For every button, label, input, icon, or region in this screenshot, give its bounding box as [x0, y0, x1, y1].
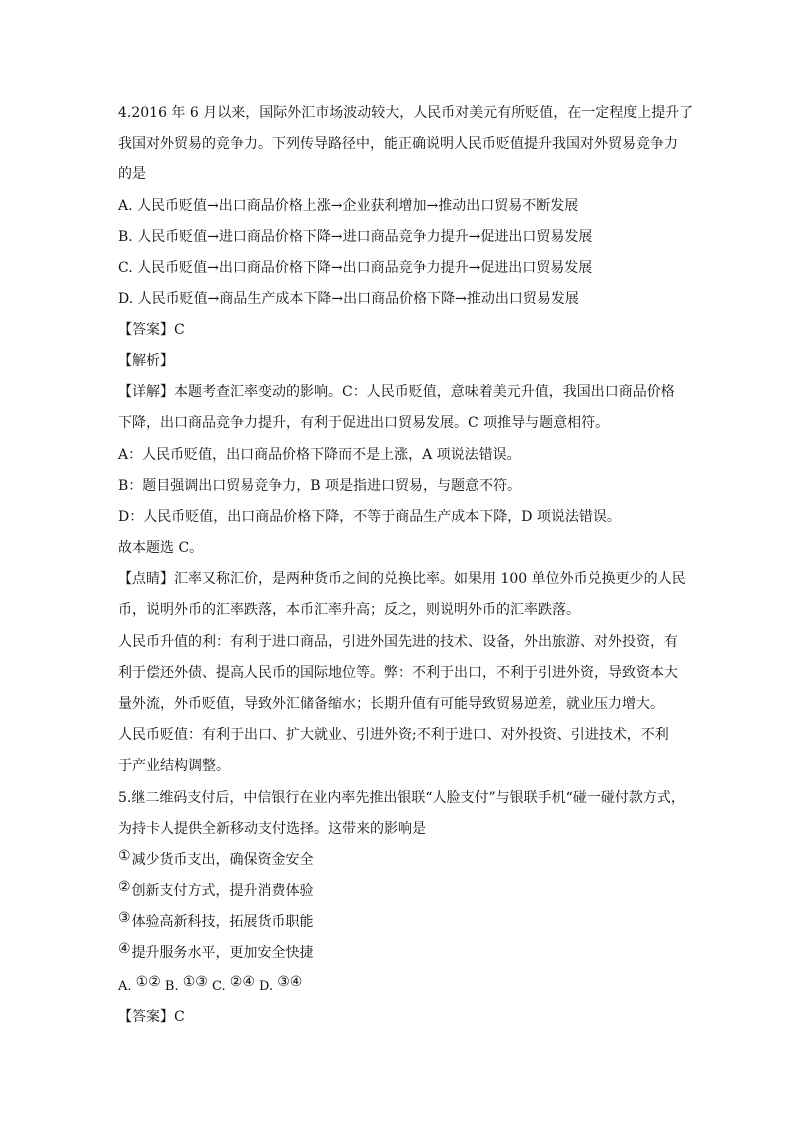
q4-stem-line-2: 我国对外贸易的竞争力。下列传导路径中，能正确说明人民币贬值提升我国对外贸易竞争力 [118, 136, 678, 152]
q5-item-4 [118, 939, 314, 963]
q5-choices [118, 972, 302, 997]
item-number-mark: ① [118, 848, 131, 864]
choice-b-letter: B. [164, 979, 179, 994]
choice-c-letter: C. [212, 979, 226, 994]
q5-item-3 [118, 908, 314, 932]
q4-tips-line-3: 人民币升值的利：有利于进口商品，引进外国先进的技术、设备，外出旅游、对外投资，有 [118, 634, 678, 650]
q4-tips-line-7: 于产业结构调整。 [118, 758, 230, 774]
q4-tips-line-6: 人民币贬值：有利于出口、扩大就业、引进外资;不利于进口、对外投资、引进技术，不利 [118, 727, 669, 743]
q4-detail-line-5: D：人民币贬值，出口商品价格下降，不等于商品生产成本下降，D 项说法错误。 [118, 509, 621, 525]
item-number-mark: ④ [118, 941, 131, 957]
q4-tips-line-1: 【点睛】汇率又称汇价，是两种货币之间的兑换比率。如果用 100 单位外币兑换更少的人民 [118, 571, 686, 587]
q4-detail-line-6: 故本题选 C。 [118, 540, 204, 556]
q5-stem-line-1: 5.继二维码支付后，中信银行在业内率先推出银联“人脸支付”与银联手机“碰一碰付款方式， [118, 790, 685, 806]
item-number-mark: ③ [118, 910, 131, 926]
q4-tips-line-5: 量外流，外币贬值，导致外汇储备缩水；长期升值有可能导致贸易逆差，就业压力增大。 [118, 696, 664, 712]
q4-detail-line-2: 下降，出口商品竞争力提升，有利于促进出口贸易发展。C 项推导与题意相符。 [118, 415, 610, 431]
q5-item-2 [118, 877, 314, 901]
choice-d-letter: D. [259, 979, 274, 994]
choice-a-marks: ①② [135, 974, 161, 990]
q4-option-d: D. 人民币贬值→商品生产成本下降→出口商品价格下降→推动出口贸易发展 [118, 291, 579, 307]
item-text: 体验高新科技，拓展货币职能 [131, 914, 314, 930]
item-number-mark: ② [118, 879, 131, 895]
q4-analysis-title: 【解析】 [118, 353, 174, 369]
q4-detail-line-1: 【详解】本题考查汇率变动的影响。C：人民币贬值，意味着美元升值，我国出口商品价格 [118, 384, 675, 400]
q5-answer: 【答案】C [118, 1009, 185, 1025]
q4-tips-line-2: 币，说明外币的汇率跌落，本币汇率升高；反之，则说明外币的汇率跌落。 [118, 602, 580, 618]
item-text: 提升服务水平，更加安全快捷 [131, 945, 314, 961]
q5-item-1 [118, 846, 314, 870]
q5-stem-line-2: 为持卡人提供全新移动支付选择。这带来的影响是 [118, 821, 426, 837]
q4-stem-line-1: 4.2016 年 6 月以来，国际外汇市场波动较大，人民币对美元有所贬值，在一定程度上提升了 [118, 105, 694, 121]
item-text: 创新支付方式，提升消费体验 [131, 883, 314, 899]
q4-tips-line-4: 利于偿还外债、提高人民币的国际地位等。弊：不利于出口，不利于引进外资，导致资本大 [118, 665, 678, 681]
choice-c-marks: ②④ [229, 974, 255, 990]
q4-option-b: B. 人民币贬值→进口商品价格下降→进口商品竞争力提升→促进出口贸易发展 [118, 229, 593, 245]
q4-answer: 【答案】C [118, 322, 185, 338]
q4-detail-line-4: B：题目强调出口贸易竞争力，B 项是指进口贸易，与题意不符。 [118, 478, 522, 494]
item-text: 减少货币支出，确保资金安全 [131, 852, 314, 868]
q4-stem-line-3: 的是 [118, 166, 146, 182]
q4-detail-line-3: A：人民币贬值，出口商品价格下降而不是上涨，A 项说法错误。 [118, 447, 521, 463]
choice-d-marks: ③④ [277, 974, 303, 990]
q4-option-c: C. 人民币贬值→出口商品价格下降→出口商品竞争力提升→促进出口贸易发展 [118, 260, 593, 276]
choice-b-marks: ①③ [182, 974, 208, 990]
q4-option-a: A. 人民币贬值→出口商品价格上涨→企业获利增加→推动出口贸易不断发展 [118, 198, 579, 214]
choice-a-letter: A. [118, 979, 132, 994]
